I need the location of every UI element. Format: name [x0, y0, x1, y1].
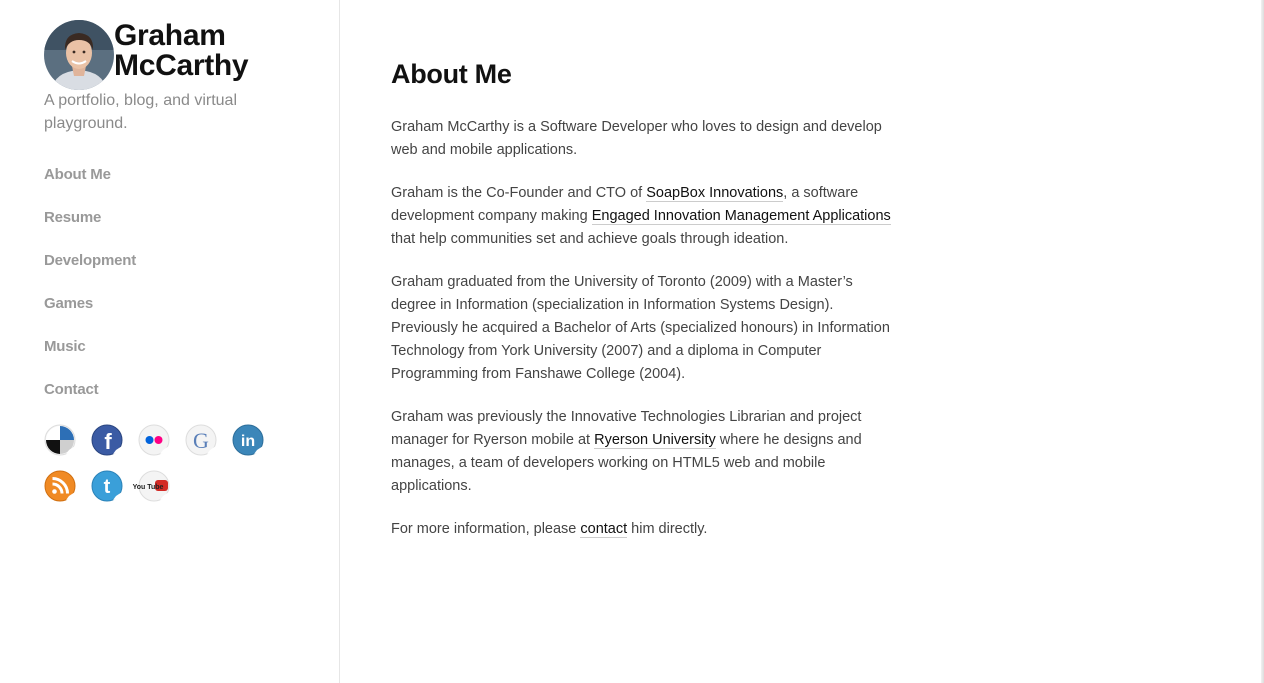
rss-icon[interactable] [44, 470, 76, 502]
contact-link[interactable]: contact [580, 521, 628, 537]
paragraph-text: Graham is the Co-Founder and CTO of [391, 185, 647, 201]
engaged-innovation-link[interactable]: Engaged Innovation Management Applications [591, 208, 891, 224]
page-title: About Me [391, 59, 512, 89]
paragraph-cofounder [391, 182, 891, 251]
svg-text:in: in [240, 433, 256, 450]
svg-text:G: G [193, 428, 209, 453]
svg-text:f: f [104, 429, 112, 454]
main-nav [44, 165, 136, 423]
nav-item-development [44, 251, 136, 294]
paragraph-text: , a software development company making [391, 185, 859, 224]
nav-link-resume[interactable]: Resume [44, 209, 102, 226]
paragraph-ryerson [391, 406, 891, 498]
svg-text:t: t [103, 476, 111, 498]
social-row [44, 424, 284, 470]
nav-item-resume [44, 208, 136, 251]
google-icon[interactable] [185, 424, 217, 456]
flickr-icon[interactable] [138, 424, 170, 456]
sidebar [0, 0, 340, 683]
nav-item-games [44, 294, 136, 337]
paragraph-text: Graham was previously the Innovative Technologies Librarian and project manager for Ryerson mobile at [391, 409, 862, 448]
social-row [44, 470, 284, 516]
paragraph-text: him directly. [627, 521, 708, 537]
paragraph-education: Graham graduated from the University of Toronto (2009) with a Master’s degree in Information (specialization in Information Systems Design). Previously he acquired a Bachelor of Arts (specialized honours) in Information Technology from York University (2007) and a diploma in Computer Programming from Fanshawe College (2004). [391, 274, 890, 382]
social-links [44, 424, 284, 516]
nav-link-development[interactable]: Development [44, 252, 136, 269]
nav-item-about [44, 165, 136, 208]
delicious-icon[interactable] [44, 424, 76, 456]
paragraph-text: that help communities set and achieve goals through ideation. [391, 231, 789, 247]
nav-link-about[interactable]: About Me [44, 166, 111, 183]
paragraph-text: where he designs and manages, a team of developers working on HTML5 web and mobile applications. [391, 432, 862, 494]
avatar[interactable] [44, 20, 114, 90]
facebook-icon[interactable] [91, 424, 123, 456]
nav-link-music[interactable]: Music [44, 338, 86, 355]
site-title[interactable]: Graham McCarthy [114, 19, 249, 82]
soapbox-link[interactable]: SoapBox Innovations [646, 185, 784, 201]
nav-item-music [44, 337, 136, 380]
site-tagline: A portfolio, blog, and virtual playground. [44, 92, 238, 132]
paragraph-contact [391, 518, 891, 541]
paragraph-text: For more information, please [391, 521, 581, 537]
site-brand[interactable] [44, 20, 264, 90]
youtube-label: You Tube [132, 484, 164, 491]
paragraph-intro: Graham McCarthy is a Software Developer who loves to design and develop web and mobile applications. [391, 119, 882, 158]
ryerson-link[interactable]: Ryerson University [594, 432, 716, 448]
twitter-icon[interactable] [91, 470, 123, 502]
nav-link-games[interactable]: Games [44, 295, 94, 312]
linkedin-icon[interactable] [232, 424, 264, 456]
nav-link-contact[interactable]: Contact [44, 381, 99, 398]
youtube-icon[interactable] [132, 470, 170, 502]
main-content [391, 58, 891, 561]
nav-item-contact [44, 380, 136, 423]
